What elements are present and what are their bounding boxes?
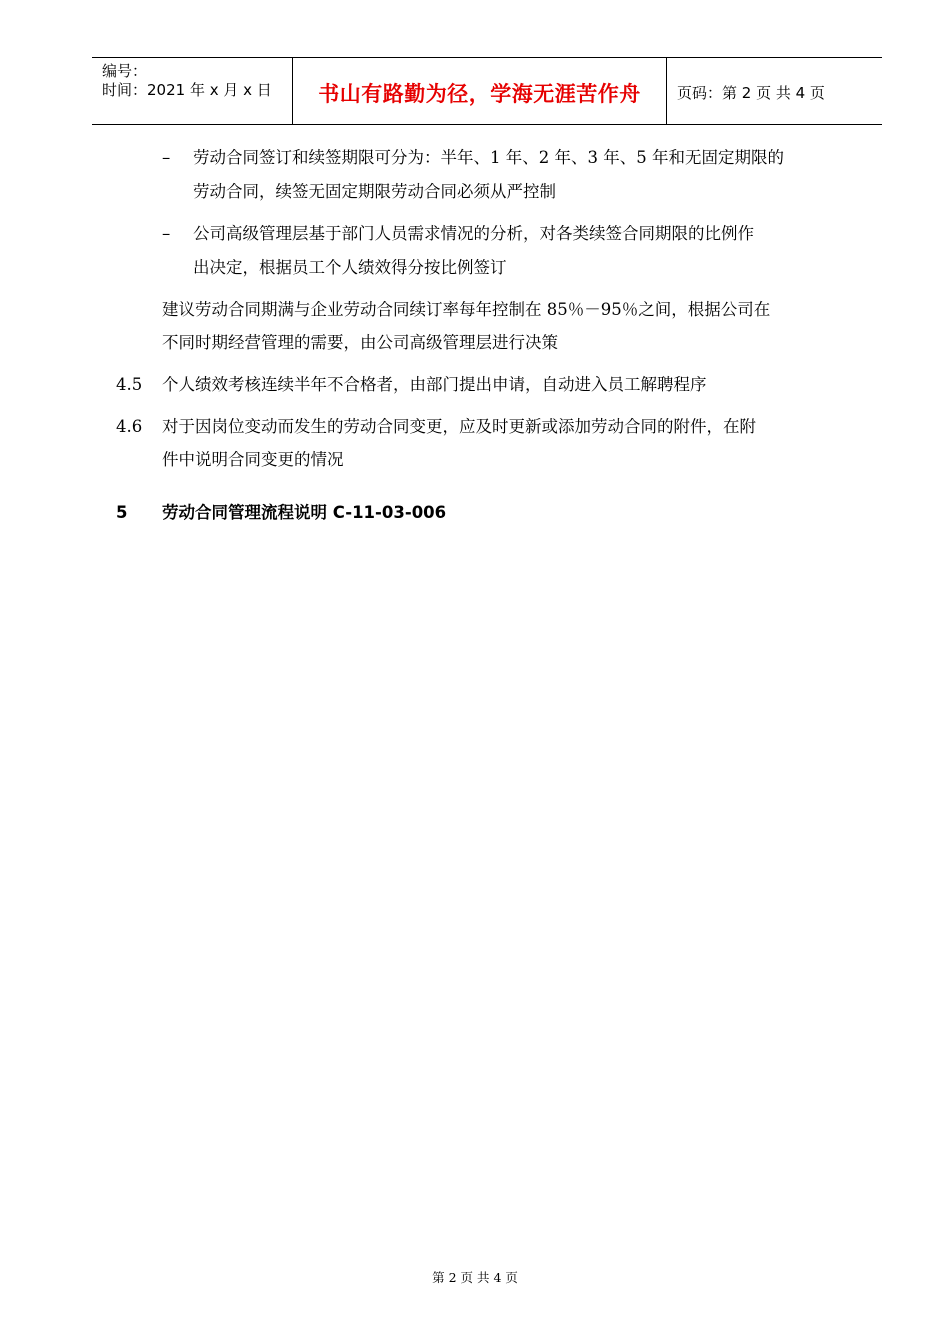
header-motto: 书山有路勤为径，学海无涯苦作舟 [318,82,641,106]
item-number-4-5: 4.5 [116,375,143,394]
item-4-6-line2: 件中说明合同变更的情况 [162,450,344,469]
bullet2-line1: 公司高级管理层基于部门人员需求情况的分析，对各类续签合同期限的比例作 [193,224,754,243]
document-date: 时间：2021 年 x 月 x 日 [102,81,272,99]
renewal-rate-line1: 建议劳动合同期满与企业劳动合同续订率每年控制在 85％－95％之间，根据公司在 [162,300,771,319]
item-4-5-text: 个人绩效考核连续半年不合格者，由部门提出申请，自动进入员工解聘程序 [162,375,707,394]
bullet-marker: – [162,148,171,167]
renewal-rate-line2: 不同时期经营管理的需要，由公司高级管理层进行决策 [162,333,558,352]
item-number-4-6: 4.6 [116,417,143,436]
bullet1-line1: 劳动合同签订和续签期限可分为：半年、1 年、2 年、3 年、5 年和无固定期限的 [193,148,784,167]
section-5-number: 5 [116,503,128,522]
bullet-marker: – [162,224,171,243]
document-number-label: 编号： [102,62,148,80]
item-4-6-line1: 对于因岗位变动而发生的劳动合同变更，应及时更新或添加劳动合同的附件，在附 [162,417,756,436]
header-middle-cell [293,58,667,124]
bullet2-line2: 出决定，根据员工个人绩效得分按比例签订 [193,258,507,277]
bullet1-line2: 劳动合同，续签无固定期限劳动合同必须从严控制 [193,182,556,201]
header-left-cell [92,58,293,124]
section-5-title: 劳动合同管理流程说明 C-11-03-006 [162,503,447,522]
header-right-cell [667,58,882,124]
page-footer: 第 2 页 共 4 页 [432,1270,518,1285]
document-header [92,57,882,125]
header-page-info: 页码：第 2 页 共 4 页 [677,84,825,102]
